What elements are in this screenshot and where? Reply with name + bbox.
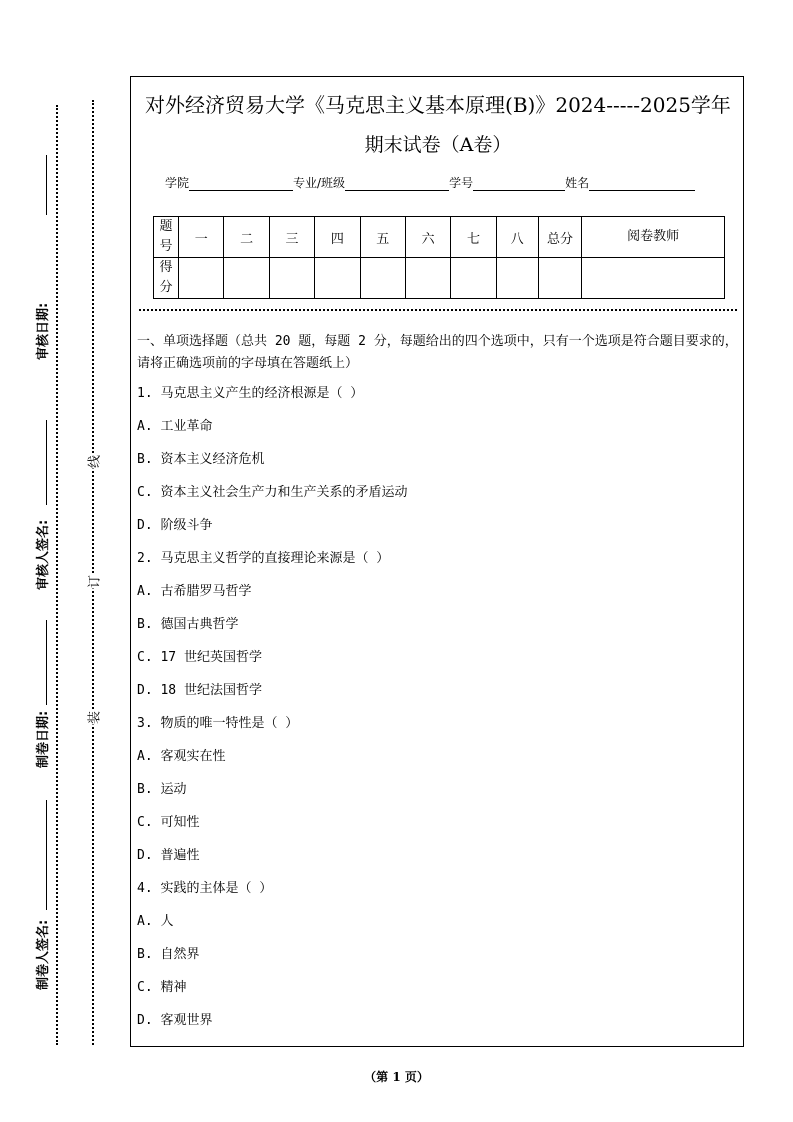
major-class-field[interactable] xyxy=(345,178,449,191)
score-row-label: 得分 xyxy=(154,258,179,299)
col-2: 二 xyxy=(224,217,269,258)
col-5: 五 xyxy=(360,217,405,258)
student-info-row xyxy=(165,174,695,191)
binding-dotted-line-inner xyxy=(92,100,94,1045)
name-field[interactable] xyxy=(589,178,695,191)
option: C. 资本主义社会生产力和生产关系的矛盾运动 xyxy=(137,485,408,500)
college-field[interactable] xyxy=(189,178,293,191)
score-table-header-row xyxy=(154,217,725,258)
score-cell[interactable] xyxy=(405,258,450,299)
option: D. 客观世界 xyxy=(137,1013,213,1028)
margin-underline-2 xyxy=(46,420,47,505)
student-id-field[interactable] xyxy=(473,178,565,191)
college-label: 学院 xyxy=(165,176,190,190)
score-cell[interactable] xyxy=(315,258,360,299)
score-cell[interactable] xyxy=(496,258,538,299)
option: A. 客观实在性 xyxy=(137,749,226,764)
col-1: 一 xyxy=(179,217,224,258)
question-number-header: 题号 xyxy=(154,217,179,258)
make-date-label: 制卷日期: xyxy=(36,710,51,768)
option: C. 17 世纪英国哲学 xyxy=(137,650,262,665)
margin-underline-4 xyxy=(46,800,47,910)
question-stem: 1. 马克思主义产生的经济根源是（ ） xyxy=(137,386,364,401)
option: A. 工业革命 xyxy=(137,419,213,434)
option: A. 人 xyxy=(137,914,174,929)
section-single-choice xyxy=(137,331,741,1043)
score-cell[interactable] xyxy=(360,258,405,299)
col-3: 三 xyxy=(269,217,314,258)
margin-underline-3 xyxy=(46,620,47,705)
option: D. 18 世纪法国哲学 xyxy=(137,683,262,698)
option: D. 普遍性 xyxy=(137,848,200,863)
score-table-score-row xyxy=(154,258,725,299)
option: A. 古希腊罗马哲学 xyxy=(137,584,252,599)
col-7: 七 xyxy=(451,217,496,258)
reviewer-signature-label: 审核人签名: xyxy=(36,519,51,590)
score-cell-grader[interactable] xyxy=(582,258,725,299)
binding-dotted-line-outer xyxy=(56,105,58,1045)
question-stem: 3. 物质的唯一特性是（ ） xyxy=(137,716,299,731)
margin-underline-1 xyxy=(46,155,47,215)
option: C. 精神 xyxy=(137,980,187,995)
exam-subtitle: 期末试卷（A卷） xyxy=(364,134,512,156)
binding-char-bind: 订 xyxy=(84,575,103,589)
option: B. 资本主义经济危机 xyxy=(137,452,265,467)
col-grader: 阅卷教师 xyxy=(582,217,725,258)
major-class-label: 专业/班级 xyxy=(293,176,346,190)
score-cell[interactable] xyxy=(224,258,269,299)
question-stem: 4. 实践的主体是（ ） xyxy=(137,881,273,896)
review-date-label: 审核日期: xyxy=(36,302,51,360)
score-cell[interactable] xyxy=(179,258,224,299)
score-cell[interactable] xyxy=(451,258,496,299)
col-4: 四 xyxy=(315,217,360,258)
col-8: 八 xyxy=(496,217,538,258)
option: D. 阶级斗争 xyxy=(137,518,213,533)
name-label: 姓名 xyxy=(565,176,590,190)
page-number: （第 1 页） xyxy=(364,1070,429,1084)
exam-title: 对外经济贸易大学《马克思主义基本原理(B)》2024-----2025学年 xyxy=(145,93,731,117)
student-id-label: 学号 xyxy=(449,176,474,190)
score-table xyxy=(153,216,725,299)
exam-frame xyxy=(130,76,744,1047)
question-stem: 2. 马克思主义哲学的直接理论来源是（ ） xyxy=(137,551,390,566)
option: B. 德国古典哲学 xyxy=(137,617,239,632)
score-cell[interactable] xyxy=(269,258,314,299)
option: B. 自然界 xyxy=(137,947,200,962)
col-total: 总分 xyxy=(538,217,582,258)
binding-char-install: 装 xyxy=(84,711,103,725)
option: B. 运动 xyxy=(137,782,187,797)
col-6: 六 xyxy=(405,217,450,258)
header-separator xyxy=(139,309,737,311)
section-intro: 一、单项选择题（总共 20 题，每题 2 分，每题给出的四个选项中，只有一个选项是符合题目要求的，请将正确选项前的字母填在答题纸上） xyxy=(137,334,738,371)
binding-char-line: 线 xyxy=(84,455,103,469)
option: C. 可知性 xyxy=(137,815,200,830)
maker-signature-label: 制卷人签名: xyxy=(36,919,51,990)
score-cell-total[interactable] xyxy=(538,258,582,299)
